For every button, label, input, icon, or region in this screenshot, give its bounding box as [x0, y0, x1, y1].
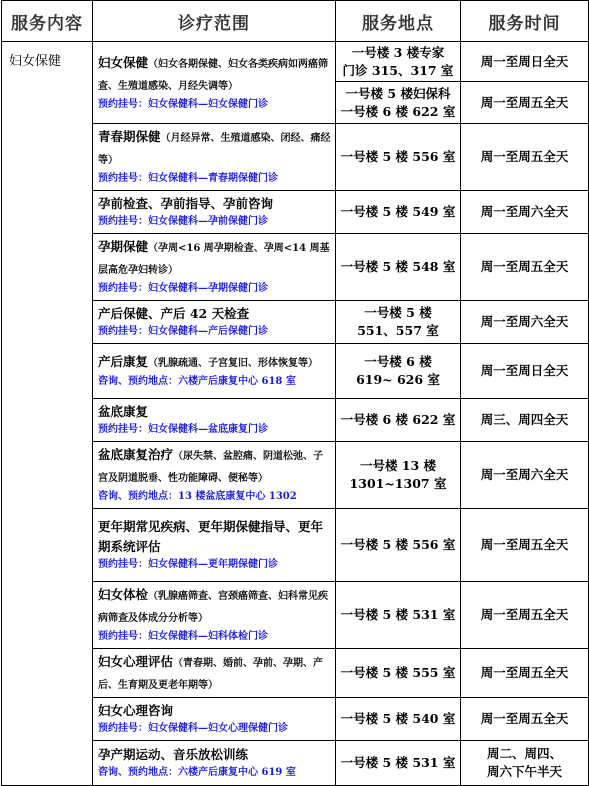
time-text: 周一至周日全天 — [480, 363, 569, 378]
item-title: 孕期保健 — [98, 239, 149, 254]
table-body — [2, 42, 589, 786]
scope-cell — [93, 301, 336, 344]
scope-cell — [93, 698, 336, 741]
location-text: 一号楼 6 楼 619~ 626 室 — [356, 354, 440, 387]
category-cell: 妇女保健 — [2, 42, 93, 786]
time-cell — [461, 301, 589, 344]
time-text: 周一至周六全天 — [480, 467, 569, 482]
scope-cell — [93, 42, 336, 124]
item-note: （妇女各期保健、妇女各类疾病如两癌筛查、生殖道感染、月经失调等） — [98, 58, 329, 92]
location-text: 一号楼 5 楼 556 室 — [340, 537, 456, 552]
booking-info: 预约挂号：妇女保健科—妇女心理保健门诊 — [98, 723, 288, 734]
location-text: 一号楼 5 楼 540 室 — [340, 711, 456, 726]
booking-info: 预约挂号：妇女保健科—青春期保健门诊 — [98, 173, 278, 184]
header-service-location: 服务地点 — [336, 1, 461, 42]
location-cell — [336, 344, 461, 399]
booking-info: 咨询、预约地点：13 楼盆底康复中心 1302 — [98, 491, 297, 502]
item-title: 妇女体检 — [98, 587, 149, 602]
location-text: 一号楼 5 楼 549 室 — [340, 204, 456, 219]
time-text: 周一至周日全天 — [480, 53, 569, 69]
header-service-content: 服务内容 — [2, 1, 93, 42]
time-text: 周一至周五全天 — [480, 94, 569, 110]
scope-cell — [93, 741, 336, 786]
scope-cell — [93, 124, 336, 191]
time-cell — [461, 234, 589, 301]
location-cell — [336, 582, 461, 649]
scope-cell — [93, 582, 336, 649]
location-text: 一号楼 5 楼 548 室 — [340, 259, 456, 274]
booking-info: 预约挂号：妇女保健科—孕期保健门诊 — [98, 283, 268, 294]
booking-info: 咨询、预约地点：六楼产后康复中心 618 室 — [98, 376, 296, 387]
time-cell — [461, 399, 589, 442]
time-text: 周一至周六全天 — [480, 204, 569, 219]
booking-info: 咨询、预约地点：六楼产后康复中心 619 室 — [98, 767, 296, 778]
item-note: （孕周<16 周孕期检查、孕周<14 周基层高危孕妇转诊） — [98, 243, 330, 276]
location-cell — [336, 191, 461, 234]
location-cell — [336, 82, 461, 124]
item-title: 妇女心理评估 — [98, 654, 174, 669]
time-cell — [461, 698, 589, 741]
item-title: 青春期保健 — [98, 129, 161, 144]
time-cell — [461, 509, 589, 582]
time-cell — [461, 82, 589, 124]
location-cell — [336, 741, 461, 786]
time-text: 周一至周五全天 — [480, 607, 569, 622]
item-title: 妇女心理咨询 — [98, 703, 174, 718]
location-text: 一号楼 6 楼 622 室 — [340, 412, 456, 427]
time-text: 周一至周五全天 — [480, 149, 569, 164]
header-treatment-scope: 诊疗范围 — [93, 1, 336, 42]
location-cell — [336, 301, 461, 344]
booking-info: 预约挂号：妇女保健科—妇女保健门诊 — [98, 98, 268, 110]
table-row — [2, 42, 589, 82]
location-text: 一号楼 5 楼 551、557 室 — [357, 305, 439, 338]
time-cell — [461, 442, 589, 509]
location-cell — [336, 399, 461, 442]
location-cell — [336, 649, 461, 698]
location-text: 一号楼 5 楼妇保科 一号楼 6 楼 622 室 — [340, 85, 456, 119]
item-note: （乳腺疏通、子宫复旧、形体恢复等） — [148, 358, 319, 369]
item-note: （青春期、婚前、孕前、孕期、产后、生育期及更老年期等） — [98, 658, 324, 691]
booking-info: 预约挂号：妇女保健科—妇科体检门诊 — [98, 631, 268, 642]
booking-info: 预约挂号：妇女保健科—更年期保健门诊 — [98, 559, 278, 570]
time-text: 周一至周五全天 — [480, 537, 569, 552]
service-table — [1, 0, 589, 786]
time-text: 周二、周四、 周六下午半天 — [486, 746, 562, 779]
scope-cell — [93, 442, 336, 509]
scope-cell — [93, 399, 336, 442]
item-title: 孕前检查、孕前指导、孕前咨询 — [98, 196, 274, 211]
header-row — [2, 1, 589, 42]
booking-info: 预约挂号：妇女保健科—盆底康复门诊 — [98, 424, 268, 435]
location-text: 一号楼 5 楼 531 室 — [340, 755, 456, 770]
item-title: 盆底康复治疗 — [98, 447, 174, 462]
item-title: 产后保健、产后 42 天检查 — [98, 306, 250, 321]
scope-cell — [93, 191, 336, 234]
time-text: 周一至周六全天 — [480, 314, 569, 329]
time-text: 周一至周五全天 — [480, 711, 569, 726]
location-cell — [336, 42, 461, 82]
scope-cell — [93, 344, 336, 399]
time-text: 周一至周五全天 — [480, 665, 569, 680]
time-cell — [461, 582, 589, 649]
location-cell — [336, 698, 461, 741]
header-service-time: 服务时间 — [461, 1, 589, 42]
item-title: 产后康复 — [98, 354, 149, 369]
booking-info: 预约挂号：妇女保健科—孕前保健门诊 — [98, 216, 268, 227]
scope-cell — [93, 649, 336, 698]
time-cell — [461, 191, 589, 234]
location-cell — [336, 124, 461, 191]
item-note: （乳腺癌筛查、宫颈癌筛查、妇科常见疾病筛查及体成分分析等） — [98, 591, 329, 624]
location-text: 一号楼 5 楼 555 室 — [340, 665, 456, 680]
item-title: 更年期常见疾病、更年期保健指导、更年期系统评估 — [98, 519, 324, 554]
item-note: （月经异常、生殖道感染、闭经、痛经等） — [98, 133, 331, 166]
time-cell — [461, 649, 589, 698]
item-title: 孕产期运动、音乐放松训练 — [98, 747, 249, 762]
scope-cell — [93, 509, 336, 582]
location-cell — [336, 509, 461, 582]
time-text: 周三、周四全天 — [480, 412, 569, 427]
location-cell — [336, 234, 461, 301]
booking-info: 预约挂号：妇女保健科—产后保健门诊 — [98, 326, 268, 337]
location-text: 一号楼 3 楼专家 门诊 315、317 室 — [342, 44, 454, 78]
item-note: （尿失禁、盆腔痛、阴道松弛、子宫及阴道脱垂、性功能障碍、便秘等） — [98, 451, 324, 484]
time-cell — [461, 741, 589, 786]
location-text: 一号楼 13 楼 1301~1307 室 — [349, 458, 447, 491]
location-text: 一号楼 5 楼 556 室 — [340, 149, 456, 164]
time-cell — [461, 124, 589, 191]
time-text: 周一至周五全天 — [480, 259, 569, 274]
time-cell — [461, 42, 589, 82]
location-text: 一号楼 5 楼 531 室 — [340, 607, 456, 622]
item-title: 妇女保健 — [98, 54, 149, 70]
item-title: 盆底康复 — [98, 404, 149, 419]
scope-cell — [93, 234, 336, 301]
location-cell — [336, 442, 461, 509]
time-cell — [461, 344, 589, 399]
